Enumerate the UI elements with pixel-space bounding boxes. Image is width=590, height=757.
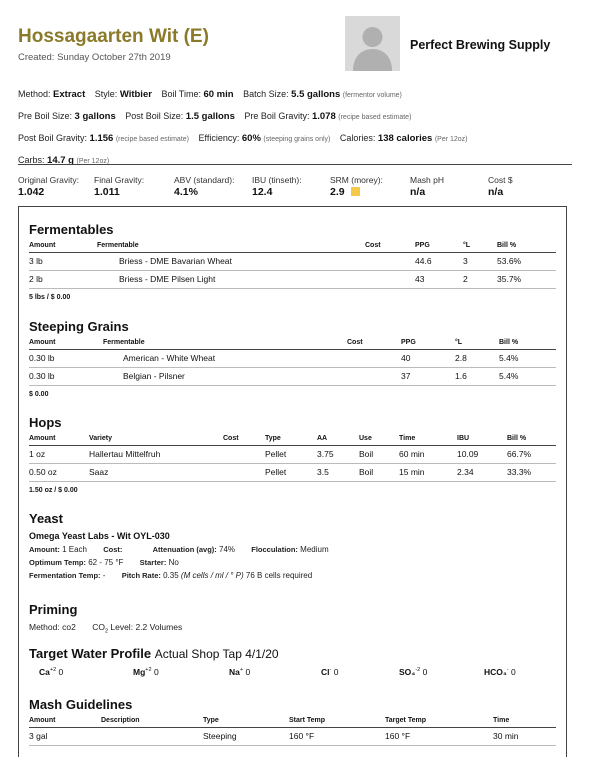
pre-boil-size-value: 3 gallons bbox=[74, 111, 116, 122]
batch-size-value: 5.5 gallons bbox=[291, 89, 341, 100]
col-amount: Amount bbox=[29, 242, 56, 249]
cell-ppg: 37 bbox=[401, 371, 411, 381]
col-ppg: PPG bbox=[415, 242, 430, 249]
divider bbox=[18, 164, 572, 165]
yeast-starter-value: No bbox=[168, 558, 179, 567]
col-ibu: IBU bbox=[457, 435, 470, 442]
method-label: Method: bbox=[18, 89, 51, 99]
ion-charge: -2 bbox=[415, 667, 421, 674]
ion-symbol: Ca bbox=[39, 667, 50, 677]
col-cost: Cost bbox=[223, 435, 239, 442]
stat-label: Mash pH bbox=[410, 175, 445, 185]
boil-time-value: 60 min bbox=[203, 89, 234, 100]
table-header bbox=[29, 240, 556, 253]
cell-fermentable: American - White Wheat bbox=[123, 353, 216, 363]
cell-lovibond: 2 bbox=[463, 274, 468, 284]
cell-start-temp: 160 °F bbox=[289, 731, 315, 741]
stat-value: 2.9 bbox=[330, 186, 345, 198]
yeast-line-3 bbox=[29, 571, 556, 580]
yeast-amount-label: Amount: bbox=[29, 545, 60, 554]
ion-value: 0 bbox=[511, 667, 516, 677]
ion-value: 0 bbox=[58, 667, 64, 677]
calories-note: (Per 12oz) bbox=[434, 136, 468, 143]
ion-sulfate bbox=[399, 667, 427, 677]
mash-table bbox=[29, 715, 556, 746]
post-boil-gravity-value: 1.156 bbox=[89, 133, 114, 144]
pre-boil-gravity-note: (recipe based estimate) bbox=[338, 114, 412, 121]
col-cost: Cost bbox=[365, 242, 381, 249]
yeast-attenuation-value: 74% bbox=[219, 545, 236, 554]
col-time: Time bbox=[493, 717, 510, 724]
ion-charge: +2 bbox=[49, 667, 57, 674]
calories-label: Calories: bbox=[339, 133, 376, 143]
col-time: Time bbox=[399, 435, 416, 442]
stat-label: SRM (morey): bbox=[330, 175, 383, 185]
ion-charge: + bbox=[239, 667, 244, 674]
yeast-section bbox=[29, 511, 556, 580]
table-row bbox=[29, 253, 556, 271]
ion-charge: - bbox=[329, 667, 332, 674]
pre-boil-gravity-value: 1.078 bbox=[311, 111, 336, 122]
co2-level-label: Level: bbox=[110, 622, 134, 632]
col-fermentable: Fermentable bbox=[97, 242, 139, 249]
ion-bicarbonate bbox=[484, 667, 516, 677]
cell-bill: 35.7% bbox=[497, 274, 522, 284]
yeast-pitch-rate-value: 0.35 bbox=[163, 571, 179, 580]
cell-bill: 33.3% bbox=[507, 467, 532, 477]
section-title: Priming bbox=[29, 602, 78, 617]
section-title: Fermentables bbox=[29, 222, 114, 237]
ion-value: 0 bbox=[333, 667, 339, 677]
efficiency-note: (steeping grains only) bbox=[263, 136, 331, 143]
cell-fermentable: Briess - DME Bavarian Wheat bbox=[119, 256, 232, 266]
col-aa: AA bbox=[317, 435, 328, 442]
table-header bbox=[29, 433, 556, 446]
cell-variety: Saaz bbox=[89, 467, 109, 477]
ion-charge: +2 bbox=[145, 667, 152, 674]
section-total: 5 lbs / $ 0.00 bbox=[29, 294, 71, 301]
cell-ibu: 2.34 bbox=[457, 467, 474, 477]
cell-ppg: 44.6 bbox=[415, 256, 432, 266]
ion-symbol: SO₄ bbox=[399, 667, 416, 677]
col-bill: Bill % bbox=[507, 435, 527, 442]
yeast-cells-required: 76 B cells required bbox=[245, 571, 313, 580]
cell-ibu: 10.09 bbox=[457, 449, 479, 459]
col-start-temp: Start Temp bbox=[289, 717, 326, 724]
batch-size-note: (fermentor volume) bbox=[342, 92, 402, 99]
ion-symbol: HCO₃ bbox=[484, 667, 507, 677]
yeast-optimum-temp-label: Optimum Temp: bbox=[29, 558, 86, 567]
fermentables-section bbox=[29, 222, 556, 301]
water-title: Target Water Profile bbox=[29, 646, 152, 661]
cell-amount: 0.30 lb bbox=[29, 353, 55, 363]
cell-amount: 0.30 lb bbox=[29, 371, 55, 381]
col-cost: Cost bbox=[347, 339, 363, 346]
col-amount: Amount bbox=[29, 339, 56, 346]
stat-label: ABV (standard): bbox=[174, 175, 235, 185]
col-ppg: PPG bbox=[401, 339, 416, 346]
recipe-details-box bbox=[18, 206, 567, 757]
section-title: Steeping Grains bbox=[29, 319, 129, 334]
table-row bbox=[29, 271, 556, 289]
yeast-starter-label: Starter: bbox=[139, 558, 167, 567]
cell-lovibond: 1.6 bbox=[455, 371, 467, 381]
yeast-ferm-temp-value: - bbox=[102, 571, 106, 580]
ion-value: 0 bbox=[422, 667, 428, 677]
mash-guidelines-section bbox=[29, 697, 556, 746]
cell-bill: 5.4% bbox=[499, 353, 519, 363]
stat-label: Final Gravity: bbox=[94, 175, 145, 185]
cell-target-temp: 160 °F bbox=[385, 731, 411, 741]
col-target-temp: Target Temp bbox=[385, 717, 426, 724]
yeast-attenuation-label: Attenuation (avg): bbox=[152, 545, 217, 554]
cell-lovibond: 2.8 bbox=[455, 353, 467, 363]
cell-lovibond: 3 bbox=[463, 256, 468, 266]
recipe-meta bbox=[18, 84, 572, 172]
yeast-ferm-temp-label: Fermentation Temp: bbox=[29, 571, 101, 580]
carbs-label: Carbs: bbox=[18, 155, 45, 165]
efficiency-value: 60% bbox=[241, 133, 261, 144]
co2-subscript: 2 bbox=[104, 628, 108, 635]
yeast-flocculation-label: Flocculation: bbox=[251, 545, 298, 554]
col-lovibond: °L bbox=[455, 339, 463, 346]
col-amount: Amount bbox=[29, 717, 56, 724]
stats-bar bbox=[18, 175, 572, 201]
recipe-header bbox=[18, 22, 572, 82]
water-profile-name: Actual Shop Tap 4/1/20 bbox=[154, 647, 279, 661]
ion-charge: - bbox=[506, 667, 509, 674]
col-type: Type bbox=[203, 717, 219, 724]
yeast-pitch-rate-unit: (M cells / ml / ° P) bbox=[180, 571, 244, 580]
cell-time: 30 min bbox=[493, 731, 519, 741]
stat-label: IBU (tinseth): bbox=[252, 175, 302, 185]
stat-label: Cost $ bbox=[488, 175, 513, 185]
hops-table bbox=[29, 433, 556, 482]
srm-color-swatch bbox=[351, 187, 360, 196]
stat-value: 1.042 bbox=[18, 186, 45, 198]
yeast-pitch-rate-label: Pitch Rate: bbox=[121, 571, 161, 580]
cell-variety: Hallertau Mittelfruh bbox=[89, 449, 161, 459]
col-description: Description bbox=[101, 717, 140, 724]
style-label: Style: bbox=[94, 89, 118, 99]
col-amount: Amount bbox=[29, 435, 56, 442]
stat-value: 4.1% bbox=[174, 186, 198, 198]
meta-line-4 bbox=[18, 150, 572, 172]
stat-cost bbox=[488, 175, 513, 198]
priming-line bbox=[29, 622, 556, 635]
priming-section bbox=[29, 602, 556, 635]
stat-srm bbox=[330, 175, 383, 198]
cell-bill: 53.6% bbox=[497, 256, 522, 266]
yeast-flocculation-value: Medium bbox=[300, 545, 329, 554]
steeping-grains-table bbox=[29, 337, 556, 386]
ion-magnesium bbox=[133, 667, 159, 677]
col-type: Type bbox=[265, 435, 281, 442]
carbs-note: (Per 12oz) bbox=[76, 158, 110, 165]
efficiency-label: Efficiency: bbox=[198, 133, 240, 143]
co2-level-value: 2.2 Volumes bbox=[135, 622, 183, 632]
co2-label: CO bbox=[92, 622, 105, 632]
cell-bill: 66.7% bbox=[507, 449, 532, 459]
stat-ibu bbox=[252, 175, 302, 198]
table-row bbox=[29, 368, 556, 386]
yeast-line-1 bbox=[29, 545, 556, 554]
cell-fermentable: Belgian - Pilsner bbox=[123, 371, 185, 381]
fermentables-table bbox=[29, 240, 556, 289]
ion-symbol: Mg bbox=[133, 667, 146, 677]
post-boil-size-label: Post Boil Size: bbox=[125, 111, 184, 121]
table-header bbox=[29, 715, 556, 728]
section-title bbox=[29, 646, 556, 661]
stat-og bbox=[18, 175, 79, 198]
style-value: Witbier bbox=[119, 89, 152, 100]
section-title: Yeast bbox=[29, 511, 63, 526]
recipe-title: Hossagaarten Wit (E) bbox=[18, 26, 209, 47]
cell-time: 60 min bbox=[399, 449, 425, 459]
yeast-line-2 bbox=[29, 558, 556, 567]
ion-symbol: Na bbox=[229, 667, 240, 677]
cell-time: 15 min bbox=[399, 467, 425, 477]
steeping-grains-section bbox=[29, 319, 556, 398]
cell-ppg: 40 bbox=[401, 353, 411, 363]
stat-abv bbox=[174, 175, 234, 198]
table-header bbox=[29, 337, 556, 350]
table-row bbox=[29, 728, 556, 746]
cell-amount: 1 oz bbox=[29, 449, 46, 459]
section-total: $ 0.00 bbox=[29, 391, 49, 398]
boil-time-label: Boil Time: bbox=[161, 89, 201, 99]
cell-use: Boil bbox=[359, 467, 374, 477]
ion-symbol: Cl bbox=[321, 667, 330, 677]
stat-value: n/a bbox=[488, 186, 504, 198]
cell-type: Steeping bbox=[203, 731, 237, 741]
stat-fg bbox=[94, 175, 144, 198]
stat-value-wrap bbox=[330, 186, 383, 198]
avatar-placeholder-icon bbox=[345, 16, 400, 71]
post-boil-gravity-note: (recipe based estimate) bbox=[115, 136, 189, 143]
cell-aa: 3.5 bbox=[317, 467, 329, 477]
col-fermentable: Fermentable bbox=[103, 339, 145, 346]
col-lovibond: °L bbox=[463, 242, 471, 249]
stat-mash-ph bbox=[410, 175, 444, 198]
cell-amount: 2 lb bbox=[29, 274, 43, 284]
batch-size-label: Batch Size: bbox=[243, 89, 289, 99]
col-use: Use bbox=[359, 435, 372, 442]
stat-label: Original Gravity: bbox=[18, 175, 79, 185]
stat-value: 1.011 bbox=[94, 186, 120, 198]
ion-calcium bbox=[39, 667, 63, 677]
yeast-amount-value: 1 Each bbox=[62, 545, 87, 554]
calories-value: 138 calories bbox=[377, 133, 433, 144]
ion-sodium bbox=[229, 667, 250, 677]
cell-type: Pellet bbox=[265, 449, 287, 459]
pre-boil-gravity-label: Pre Boil Gravity: bbox=[244, 111, 310, 121]
method-value: Extract bbox=[53, 89, 86, 100]
water-profile-section bbox=[29, 646, 556, 681]
water-ions bbox=[29, 667, 556, 681]
cell-bill: 5.4% bbox=[499, 371, 519, 381]
cell-ppg: 43 bbox=[415, 274, 425, 284]
ion-value: 0 bbox=[245, 667, 251, 677]
table-row bbox=[29, 464, 556, 482]
stat-value: 12.4 bbox=[252, 186, 273, 198]
meta-line-1 bbox=[18, 84, 572, 106]
section-title: Mash Guidelines bbox=[29, 697, 133, 712]
brewery-name: Perfect Brewing Supply bbox=[410, 38, 551, 52]
yeast-optimum-temp-value: 62 - 75 °F bbox=[88, 558, 124, 567]
cell-aa: 3.75 bbox=[317, 449, 334, 459]
cell-use: Boil bbox=[359, 449, 374, 459]
hops-section bbox=[29, 415, 556, 494]
cell-amount: 3 gal bbox=[29, 731, 48, 741]
meta-line-2 bbox=[18, 106, 572, 128]
carbs-value: 14.7 g bbox=[47, 155, 74, 166]
section-total: 1.50 oz / $ 0.00 bbox=[29, 487, 78, 494]
created-date: Created: Sunday October 27th 2019 bbox=[18, 52, 171, 63]
cell-fermentable: Briess - DME Pilsen Light bbox=[119, 274, 216, 284]
col-variety: Variety bbox=[89, 435, 112, 442]
stat-value: n/a bbox=[410, 186, 426, 198]
pre-boil-size-label: Pre Boil Size: bbox=[18, 111, 73, 121]
table-row bbox=[29, 350, 556, 368]
post-boil-size-value: 1.5 gallons bbox=[185, 111, 235, 122]
ion-chloride bbox=[321, 667, 338, 677]
section-title: Hops bbox=[29, 415, 62, 430]
cell-amount: 3 lb bbox=[29, 256, 43, 266]
ion-value: 0 bbox=[153, 667, 159, 677]
priming-method-label: Method: bbox=[29, 622, 60, 632]
meta-line-3 bbox=[18, 128, 572, 150]
post-boil-gravity-label: Post Boil Gravity: bbox=[18, 133, 88, 143]
cell-amount: 0.50 oz bbox=[29, 467, 57, 477]
table-row bbox=[29, 446, 556, 464]
col-bill: Bill % bbox=[499, 339, 519, 346]
cell-type: Pellet bbox=[265, 467, 287, 477]
priming-method-value: co2 bbox=[62, 622, 76, 632]
col-bill: Bill % bbox=[497, 242, 517, 249]
yeast-name: Omega Yeast Labs - Wit OYL-030 bbox=[29, 531, 170, 541]
yeast-cost-label: Cost: bbox=[103, 545, 123, 554]
